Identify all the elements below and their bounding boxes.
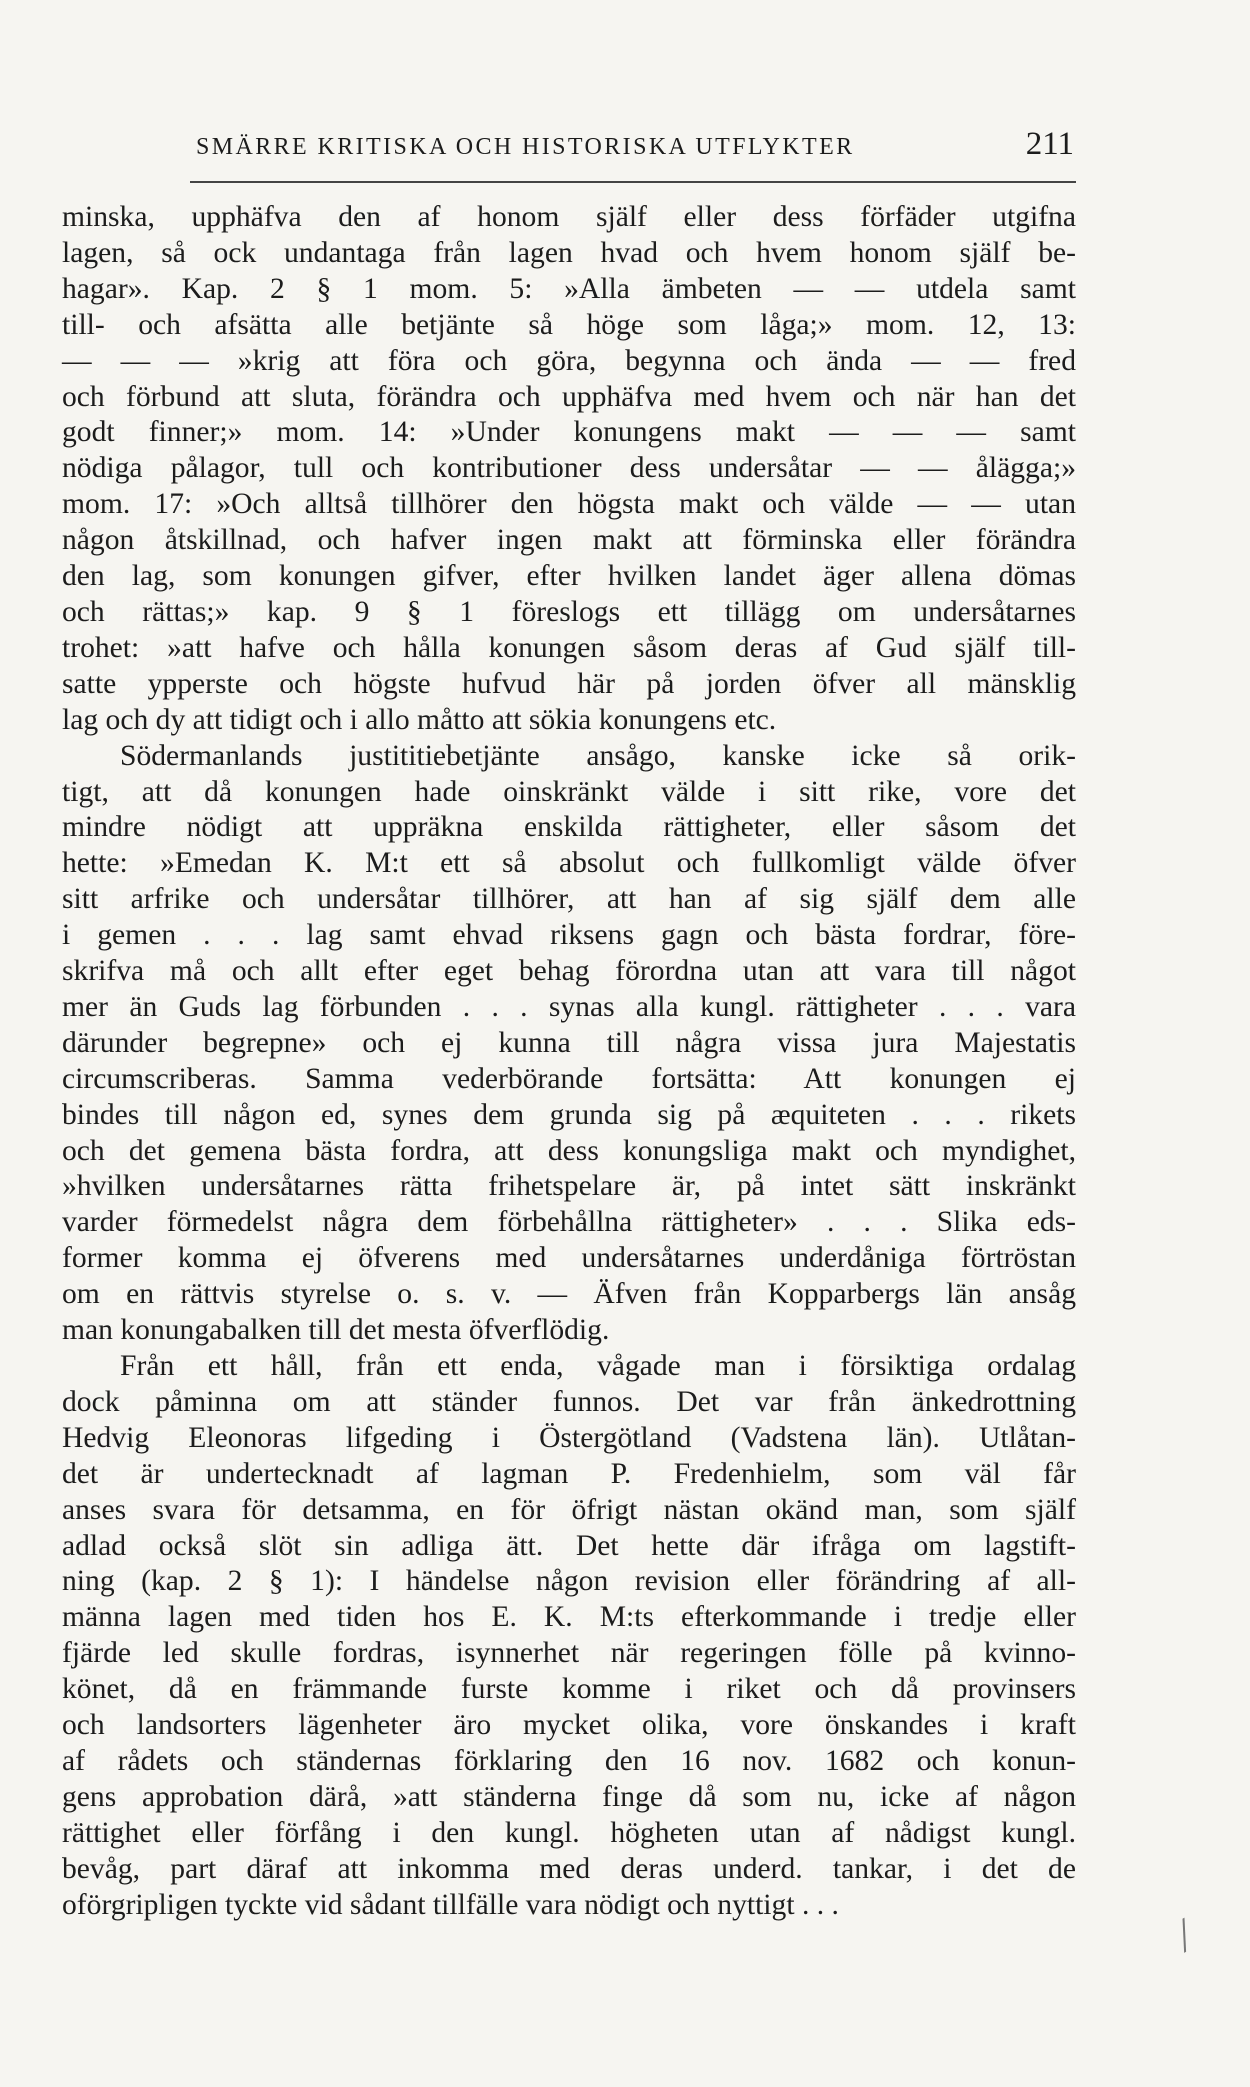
text-line: circumscriberas. Samma vederbörande fortsätta: Att konungen ej [62,1062,1076,1095]
text-line: godt finner;» mom. 14: »Under konungens makt — — — samt [62,416,1076,449]
text-line: lagen, så ock undantaga från lagen hvad och hvem honom själf be- [62,236,1076,269]
text-line: lag och dy att tidigt och i allo måtto att sökia konungens etc. [62,703,777,736]
pencil-mark-icon: ╱ [1170,1919,1199,1953]
text-line: nödiga pålagor, tull och kontributioner dess undersåtar — — ålägga;» [62,452,1076,485]
body-text [62,200,1076,1924]
text-line: männa lagen med tiden hos E. K. M:ts efterkommande i tredje eller [62,1601,1076,1634]
text-line: ning (kap. 2 § 1): I händelse någon revision eller förändring af all- [62,1565,1076,1598]
text-line: oförgripligen tyckte vid sådant tillfälle vara nödigt och nyttigt . . . [62,1888,839,1921]
text-line: former komma ej öfverens med undersåtarnes underdåniga förtröstan [62,1242,1076,1275]
text-line: — — — »krig att föra och göra, begynna och ända — — fred [62,344,1076,377]
text-line: hette: »Emedan K. M:t ett så absolut och fullkomligt välde öfver [62,847,1076,880]
text-line: minska, upphäfva den af honom själf eller dess förfäder utgifna [62,201,1076,233]
text-line: man konungabalken till det mesta öfverflödig. [62,1314,610,1347]
text-line: bindes till någon ed, synes dem grunda sig på æquiteten . . . rikets [62,1098,1076,1131]
running-title: SMÄRRE KRITISKA OCH HISTORISKA UTFLYKTER [196,134,855,160]
text-line: könet, då en främmande furste komme i riket och då provinsers [62,1673,1076,1706]
text-line: rättighet eller förfång i den kungl. högheten utan af nådigst kungl. [62,1816,1076,1849]
text-line: bevåg, part däraf att inkomma med deras underd. tankar, i det de [62,1852,1076,1885]
text-line: sitt arfrike och undersåtar tillhörer, att han af sig själf dem alle [62,883,1076,916]
text-line: hagar». Kap. 2 § 1 mom. 5: »Alla ämbeten — — utdela samt [62,272,1076,305]
text-line: gens approbation därå, »att ständerna finge då som nu, icke af någon [62,1780,1076,1813]
text-line: satte ypperste och högste hufvud här på jorden öfver all mänsklig [62,667,1076,700]
text-line: skrifva må och allt efter eget behag förordna utan att vara till något [62,955,1076,988]
text-line: varder förmedelst några dem förbehållna rättigheter» . . . Slika eds- [62,1206,1076,1239]
text-line: till- och afsätta alle betjänte så höge som låga;» mom. 12, 13: [62,308,1076,341]
text-line: af rådets och ständernas förklaring den 16 nov. 1682 och konun- [62,1744,1076,1777]
text-line: och landsorters lägenheter äro mycket olika, vore önskandes i kraft [62,1709,1076,1742]
text-line: mom. 17: »Och alltså tillhörer den högsta makt och välde — — utan [62,488,1076,521]
text-line: adlad också slöt sin adliga ätt. Det hette där ifråga om lagstift- [62,1529,1076,1562]
text-line: därunder begrepne» och ej kunna till några vissa jura Majestatis [62,1026,1076,1059]
text-line: Hedvig Eleonoras lifgeding i Östergötland (Vadstena län). Utlåtan- [62,1421,1076,1454]
text-line: den lag, som konungen gifver, efter hvilken landet äger allena dömas [62,560,1076,593]
text-line: om en rättvis styrelse o. s. v. — Äfven från Kopparbergs län ansåg [62,1278,1076,1311]
text-line: det är undertecknadt af lagman P. Fredenhielm, som väl får [62,1457,1076,1490]
page-number: 211 [1025,126,1074,162]
text-line: mindre nödigt att uppräkna enskilda rättigheter, eller såsom det [62,811,1076,844]
text-line: trohet: »att hafve och hålla konungen såsom deras af Gud själf till- [62,631,1076,664]
text-line: anses svara för detsamma, en för öfrigt nästan okänd man, som själf [62,1493,1076,1526]
text-line: fjärde led skulle fordras, isynnerhet när regeringen fölle på kvinno- [62,1637,1076,1670]
text-line: i gemen . . . lag samt ehvad riksens gagn och bästa fordrar, före- [62,919,1076,952]
text-line: tigt, att då konungen hade oinskränkt välde i sitt rike, vore det [62,775,1076,808]
text-line: »hvilken undersåtarnes rätta frihetspelare är, på intet sätt inskränkt [62,1170,1076,1203]
text-line: någon åtskillnad, och hafver ingen makt att förminska eller förändra [62,524,1076,557]
running-head [196,126,1074,163]
paragraph-start-line: Södermanlands justititiebetjänte ansågo, kanske icke så orik- [120,739,1076,772]
text-line: och rättas;» kap. 9 § 1 föreslogs ett tillägg om undersåtarnes [62,595,1076,628]
text-line: och förbund att sluta, förändra och upphäfva med hvem och när han det [62,380,1076,413]
header-rule [190,181,1076,183]
text-line: dock påminna om att ständer funnos. Det var från änkedrottning [62,1385,1076,1418]
paragraph-start-line: Från ett håll, från ett enda, vågade man i försiktiga ordalag [120,1350,1076,1382]
text-line: mer än Guds lag förbunden . . . synas alla kungl. rättigheter . . . vara [62,990,1076,1023]
text-line: och det gemena bästa fordra, att dess konungsliga makt och myndighet, [62,1134,1076,1167]
